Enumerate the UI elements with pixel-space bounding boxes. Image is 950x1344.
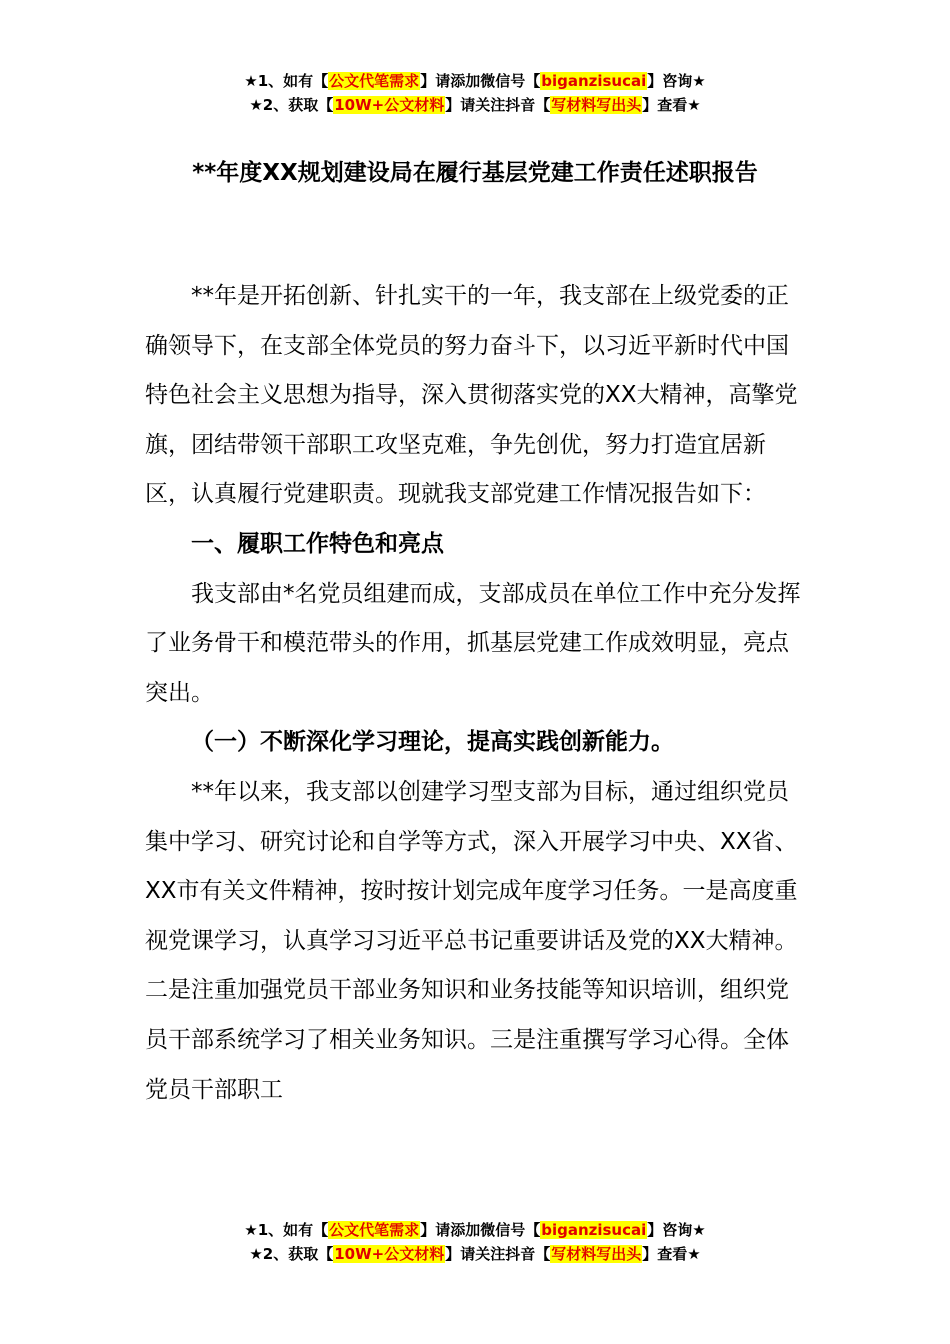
banner-text: 】请关注抖音【	[445, 96, 551, 114]
banner-text: 】查看★	[642, 1245, 701, 1263]
banner-text: ★2、获取【	[249, 96, 334, 114]
banner-text: 】请关注抖音【	[445, 1245, 551, 1263]
banner-line-2	[0, 1242, 950, 1266]
banner-highlight: biganzisucai	[541, 1221, 647, 1239]
banner-text: ★1、如有【	[244, 1221, 329, 1239]
body-paragraph: 我支部由*名党员组建而成，支部成员在单位工作中充分发挥了业务骨干和模范带头的作用，抓基层党建工作成效明显，亮点突出。	[145, 580, 801, 706]
banner-text: 】咨询★	[647, 72, 706, 90]
footer-banner	[0, 1218, 950, 1266]
banner-highlight: 公文代笔需求	[329, 1221, 420, 1239]
banner-text: ★2、获取【	[249, 1245, 334, 1263]
header-banner	[0, 69, 950, 117]
banner-highlight: 公文代笔需求	[329, 72, 420, 90]
banner-highlight: 10W+公文材料	[334, 1245, 445, 1263]
section-heading: 一、履职工作特色和亮点	[191, 530, 444, 557]
banner-line-1	[0, 1218, 950, 1242]
banner-line-2	[0, 93, 950, 117]
body-paragraph: **年以来，我支部以创建学习型支部为目标，通过组织党员集中学习、研究讨论和自学等方式，深入开展学习中央、XX省、XX市有关文件精神，按时按计划完成年度学习任务。一是高度重视党课学习，认真学习习近平总书记重要讲话及党的XX大精神。二是注重加强党员干部业务知识和业务技能等知识培训，组织党员干部系统学习了相关业务知识。三是注重撰写学习心得。全体党员干部职工	[145, 778, 798, 1103]
document-title: **年度XX规划建设局在履行基层党建工作责任述职报告	[192, 160, 758, 186]
banner-text: 】查看★	[642, 96, 701, 114]
banner-text: 】咨询★	[647, 1221, 706, 1239]
banner-text: 】请添加微信号【	[420, 1221, 541, 1239]
banner-text: 】请添加微信号【	[420, 72, 541, 90]
banner-text: ★1、如有【	[244, 72, 329, 90]
body-paragraph: **年是开拓创新、针扎实干的一年，我支部在上级党委的正确领导下，在支部全体党员的努力奋斗下，以习近平新时代中国特色社会主义思想为指导，深入贯彻落实党的XX大精神，高擎党旗，团结带领干部职工攻坚克难，争先创优，努力打造宜居新区，认真履行党建职责。现就我支部党建工作情况报告如下：	[145, 283, 798, 508]
subsection-heading: （一）不断深化学习理论，提高实践创新能力。	[191, 729, 674, 756]
banner-highlight: 写材料写出头	[551, 96, 642, 114]
banner-highlight: 10W+公文材料	[334, 96, 445, 114]
document-body	[145, 272, 810, 1115]
banner-highlight: biganzisucai	[541, 72, 647, 90]
banner-highlight: 写材料写出头	[551, 1245, 642, 1263]
banner-line-1	[0, 69, 950, 93]
